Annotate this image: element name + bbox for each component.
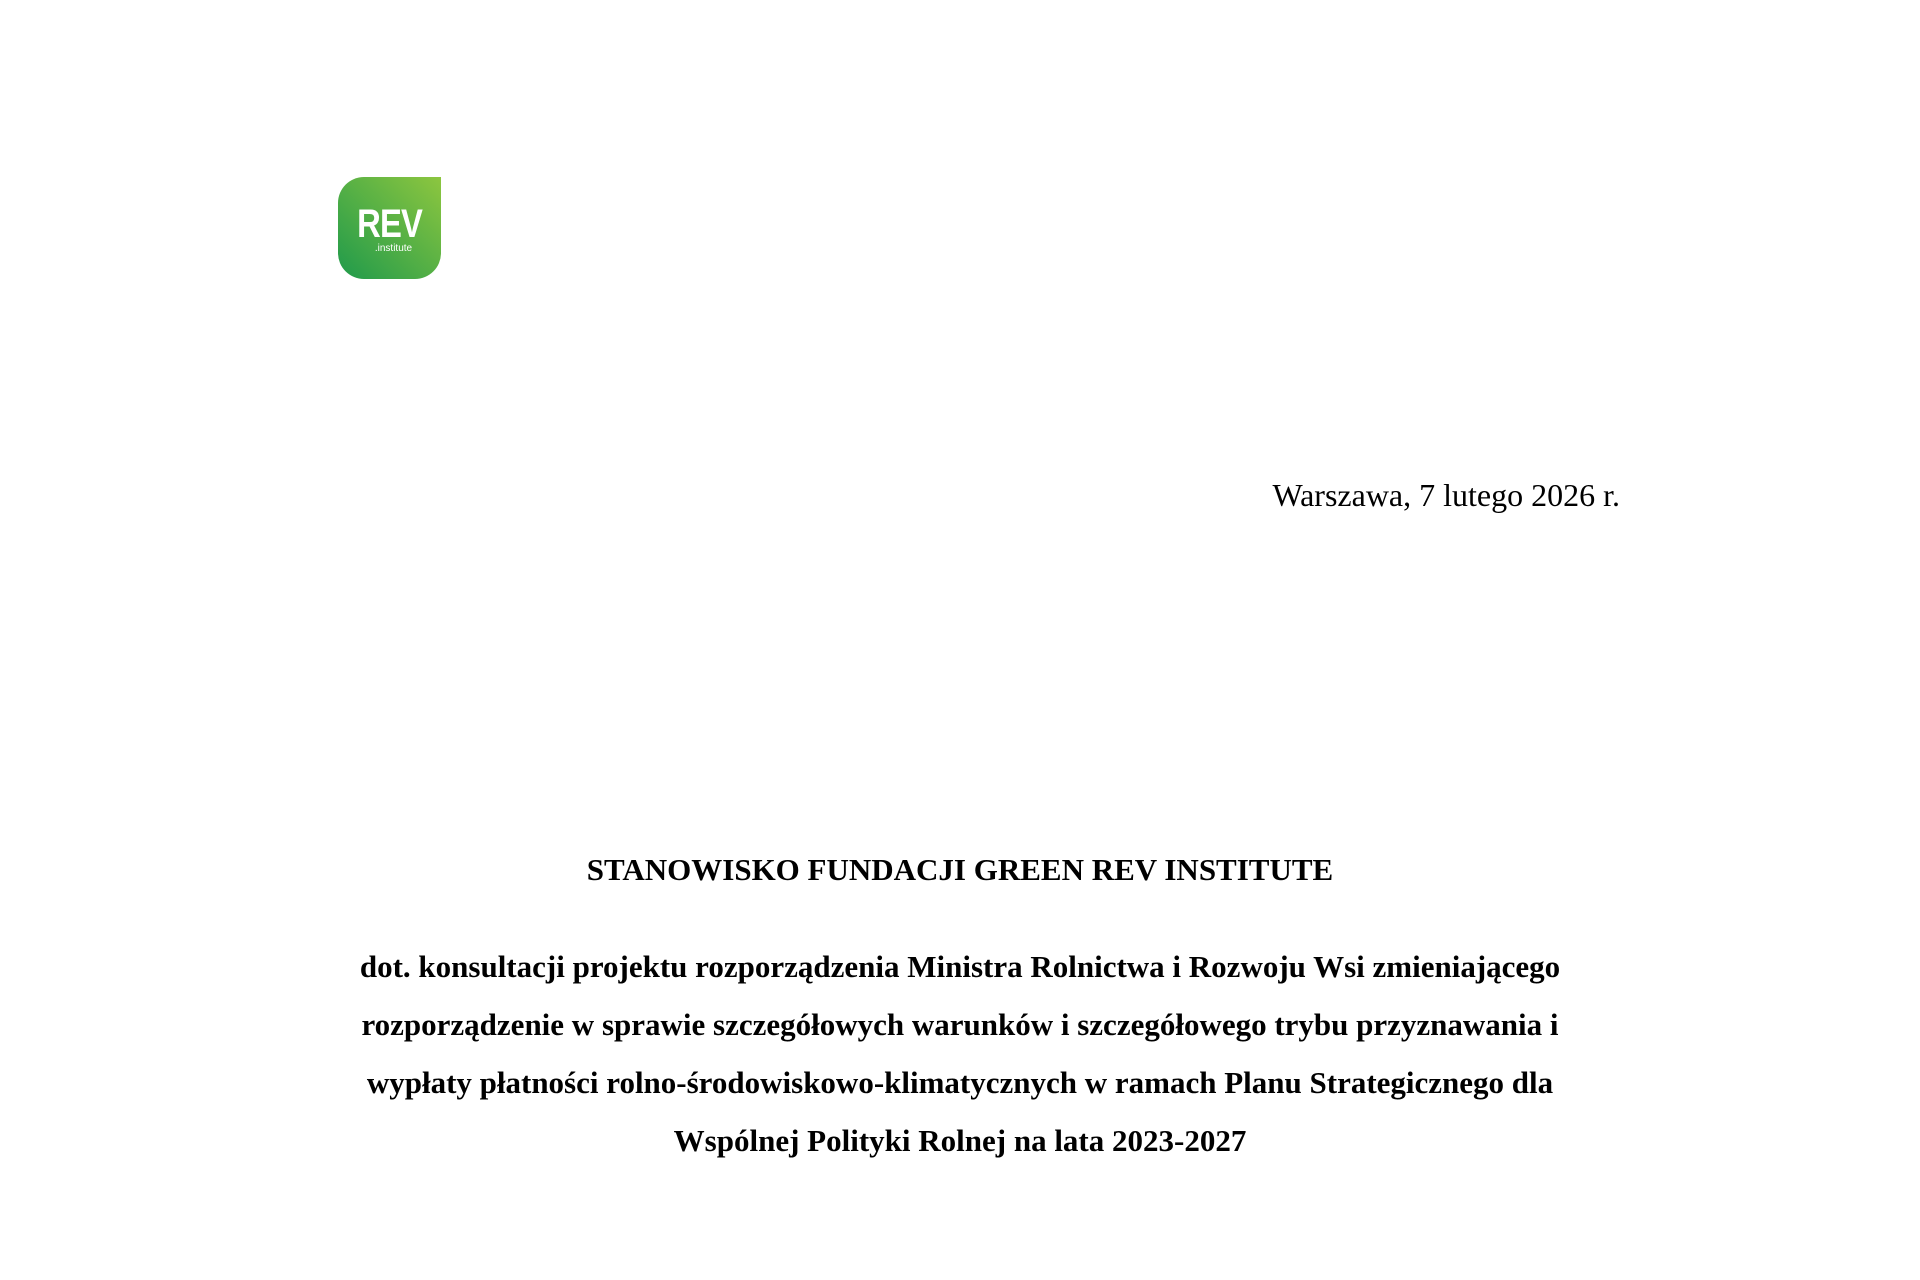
subtitle-line: Wspólnej Polityki Rolnej na lata 2023-2027 [673, 1123, 1247, 1158]
document-title: STANOWISKO FUNDACJI GREEN REV INSTITUTE [586, 852, 1334, 887]
logo-main-text: REV [357, 202, 422, 246]
rev-institute-logo [338, 177, 441, 279]
document-subtitle [300, 938, 1620, 1170]
logo-sub-text: .institute [374, 243, 413, 254]
subtitle-line: wypłaty płatności rolno-środowiskowo-klimatycznych w ramach Planu Strategicznego dla [366, 1065, 1554, 1100]
subtitle-line: rozporządzenie w sprawie szczegółowych warunków i szczegółowego trybu przyznawania i [361, 1007, 1559, 1042]
date-line: Warszawa, 7 lutego 2026 r. [1272, 477, 1620, 513]
subtitle-line: dot. konsultacji projektu rozporządzenia Ministra Rolnictwa i Rozwoju Wsi zmieniającego [359, 949, 1561, 984]
